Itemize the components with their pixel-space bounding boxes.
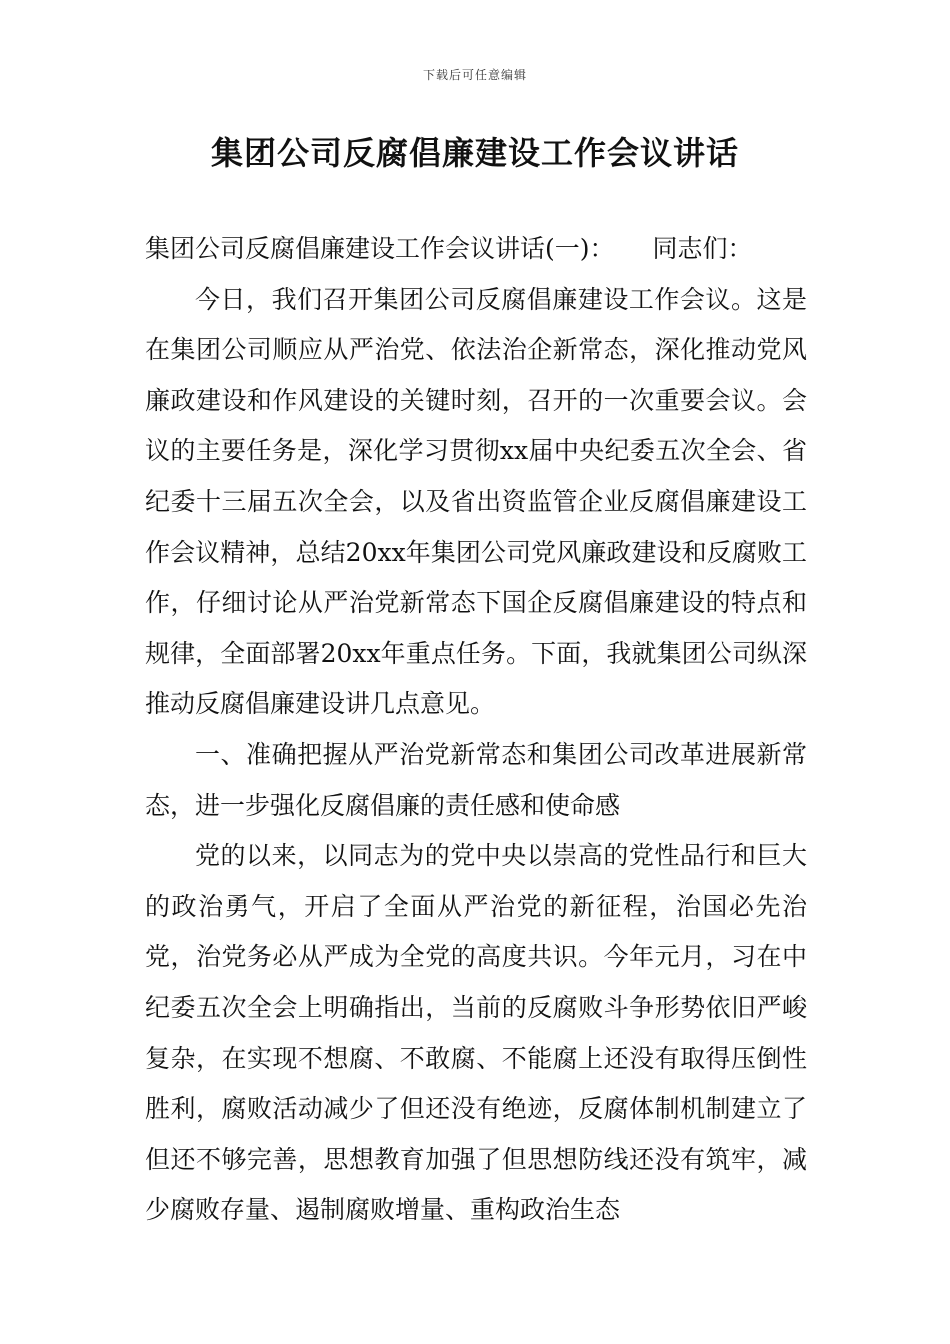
paragraph-opening: 今日，我们召开集团公司反腐倡廉建设工作会议。这是在集团公司顺应从严治党、依法治企新常态，深化推动党风廉政建设和作风建设的关键时刻，召开的一次重要会议。会议的主要任务是，深化学习贯彻xx届中央纪委五次全会、省纪委十三届五次全会，以及省出资监管企业反腐倡廉建设工作会议精神，总结20xx年集团公司党风廉政建设和反腐败工作，仔细讨论从严治党新常态下国企反腐倡廉建设的特点和规律，全面部署20xx年重点任务。下面，我就集团公司纵深推动反腐倡廉建设讲几点意见。 xyxy=(145,284,807,719)
intro-line xyxy=(145,224,807,275)
section-heading-one: 一、准确把握从严治党新常态和集团公司改革进展新常态，进一步强化反腐倡廉的责任感和使命感 xyxy=(145,739,807,820)
header-note: 下载后可任意编辑 xyxy=(422,68,527,82)
salutation: 同志们： xyxy=(652,234,753,263)
intro-label: 集团公司反腐倡廉建设工作会议讲话(一)： xyxy=(145,234,615,263)
document-body xyxy=(145,224,807,1236)
paragraph-party-discipline: 党的以来，以同志为的党中央以崇高的党性品行和巨大的政治勇气，开启了全面从严治党的新征程，治国必先治党，治党务必从严成为全党的高度共识。今年元月，习在中纪委五次全会上明确指出，当前的反腐败斗争形势依旧严峻复杂，在实现不想腐、不敢腐、不能腐上还没有取得压倒性胜利，腐败活动减少了但还没有绝迹，反腐体制机制建立了但还不够完善，思想教育加强了但思想防线还没有筑牢，减少腐败存量、遏制腐败增量、重构政治生态 xyxy=(145,841,807,1225)
document-title: 集团公司反腐倡廉建设工作会议讲话 xyxy=(210,134,739,172)
